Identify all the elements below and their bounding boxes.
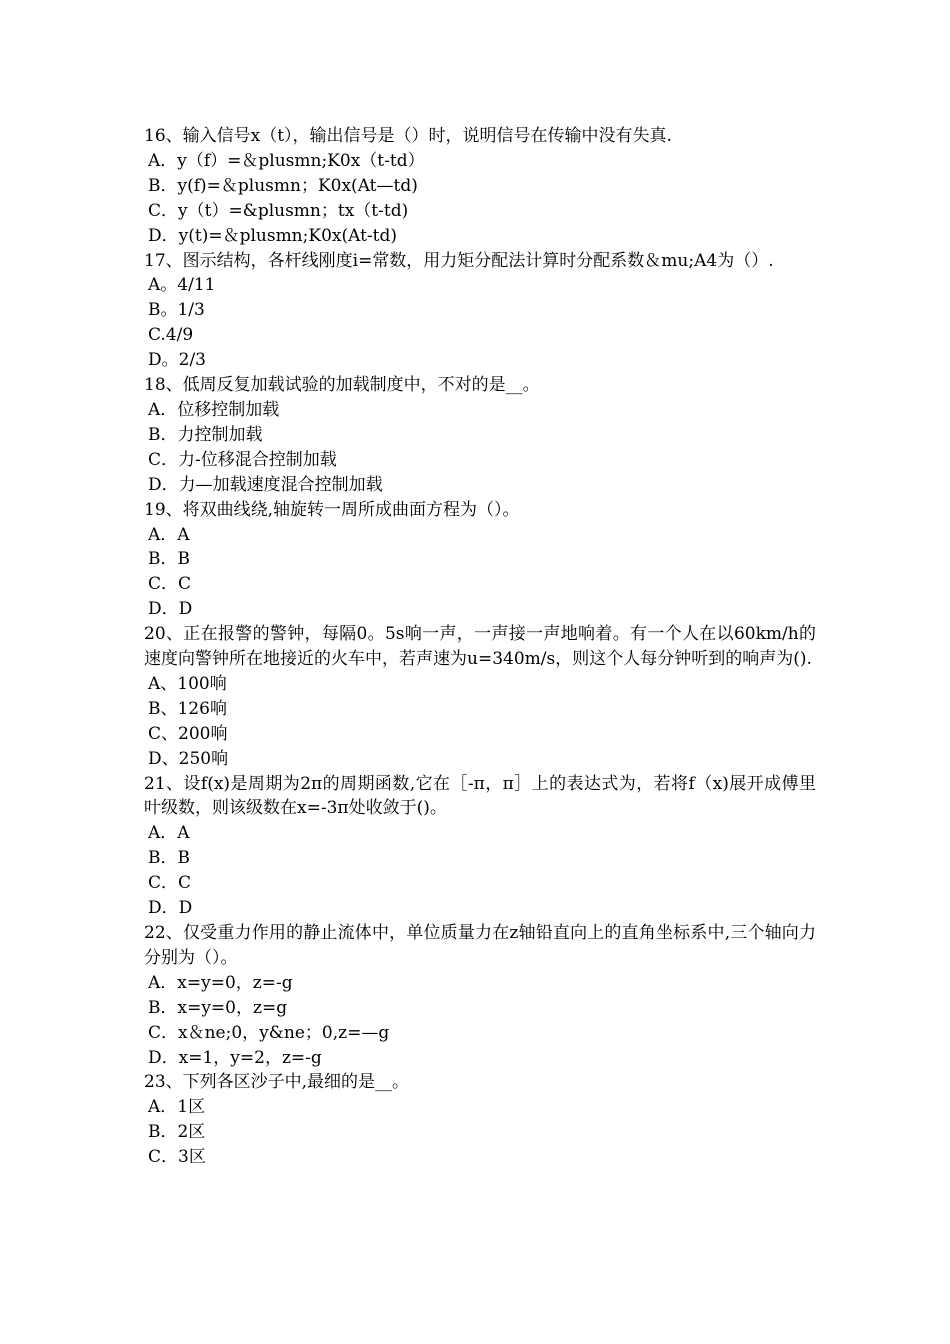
answer-option: C．力-位移混合控制加载: [148, 449, 337, 470]
question-text: 23、下列各区沙子中,最细的是__。: [144, 1072, 410, 1093]
question-text: 17、图示结构，各杆线刚度i=常数，用力矩分配法计算时分配系数＆mu;A4为（）.: [144, 250, 774, 271]
question-block: [144, 1070, 816, 1170]
answer-option: A。4/11: [148, 275, 216, 296]
question-block: [144, 921, 816, 1070]
answer-option: A．x=y=0，z=-g: [148, 972, 293, 993]
answer-option: A．1区: [148, 1097, 206, 1118]
answer-option: D．D: [148, 599, 193, 620]
answer-option: A．A: [148, 823, 190, 844]
answer-option: B．y(f)=＆plusmn；K0x(At—td): [148, 175, 418, 196]
answer-option: C．C: [148, 574, 192, 595]
answer-option: D、250响: [148, 748, 229, 769]
answer-option: C.4/9: [148, 325, 194, 346]
answer-option: A、100响: [148, 673, 227, 694]
answer-option: D．x=1，y=2，z=-g: [148, 1047, 322, 1068]
question-text: 18、低周反复加载试验的加载制度中，不对的是__。: [144, 375, 540, 396]
answer-option: C．y（t）=&plusmn；tx（t-td): [148, 200, 409, 221]
answer-option: A．A: [148, 524, 190, 545]
question-text: 16、输入信号x（t），输出信号是（）时，说明信号在传输中没有失真.: [144, 126, 672, 146]
answer-option: B．力控制加载: [148, 424, 263, 445]
answer-option: A．位移控制加载: [148, 399, 280, 420]
question-text: 22、仅受重力作用的静止流体中，单位质量力在z轴铅直向上的直角坐标系中,三个轴向力分别为（）。: [144, 923, 816, 968]
answer-option: D．力—加载速度混合控制加载: [148, 474, 383, 495]
answer-option: B、126响: [148, 698, 227, 719]
answer-option: D。2/3: [148, 350, 206, 371]
answer-option: C．C: [148, 873, 192, 894]
answer-option: B．2区: [148, 1122, 206, 1143]
answer-option: C、200响: [148, 723, 228, 744]
question-block: [144, 249, 816, 374]
question-text: 19、将双曲线绕,轴旋转一周所成曲面方程为（）。: [144, 499, 520, 520]
question-list: [144, 124, 816, 1170]
question-block: [144, 498, 816, 623]
question-text: 20、正在报警的警钟，每隔0。5s响一声，一声接一声地响着。有一个人在以60km/h的速度向警钟所在地接近的火车中，若声速为u=340m/s，则这个人每分钟听到的响声为().: [144, 624, 816, 670]
answer-option: A．y（f）=＆plusmn;K0x（t-td）: [148, 150, 425, 171]
answer-option: C．x＆ne;0，y&ne；0,z=—g: [148, 1022, 390, 1043]
answer-option: D．D: [148, 898, 193, 919]
question-block: [144, 373, 816, 498]
question-block: [144, 772, 816, 921]
answer-option: D．y(t)=＆plusmn;K0x(At-td): [148, 225, 397, 246]
question-block: [144, 124, 816, 249]
answer-option: B．B: [148, 848, 190, 869]
answer-option: B。1/3: [148, 300, 205, 321]
question-text: 21、设f(x)是周期为2π的周期函数,它在［-π，π］上的表达式为，若将f（x)展开成傅里叶级数，则该级数在x=-3π处收敛于()。: [144, 773, 816, 819]
answer-option: B．x=y=0，z=g: [148, 997, 288, 1018]
question-block: [144, 622, 816, 771]
answer-option: B．B: [148, 549, 190, 570]
answer-option: C．3区: [148, 1147, 206, 1168]
